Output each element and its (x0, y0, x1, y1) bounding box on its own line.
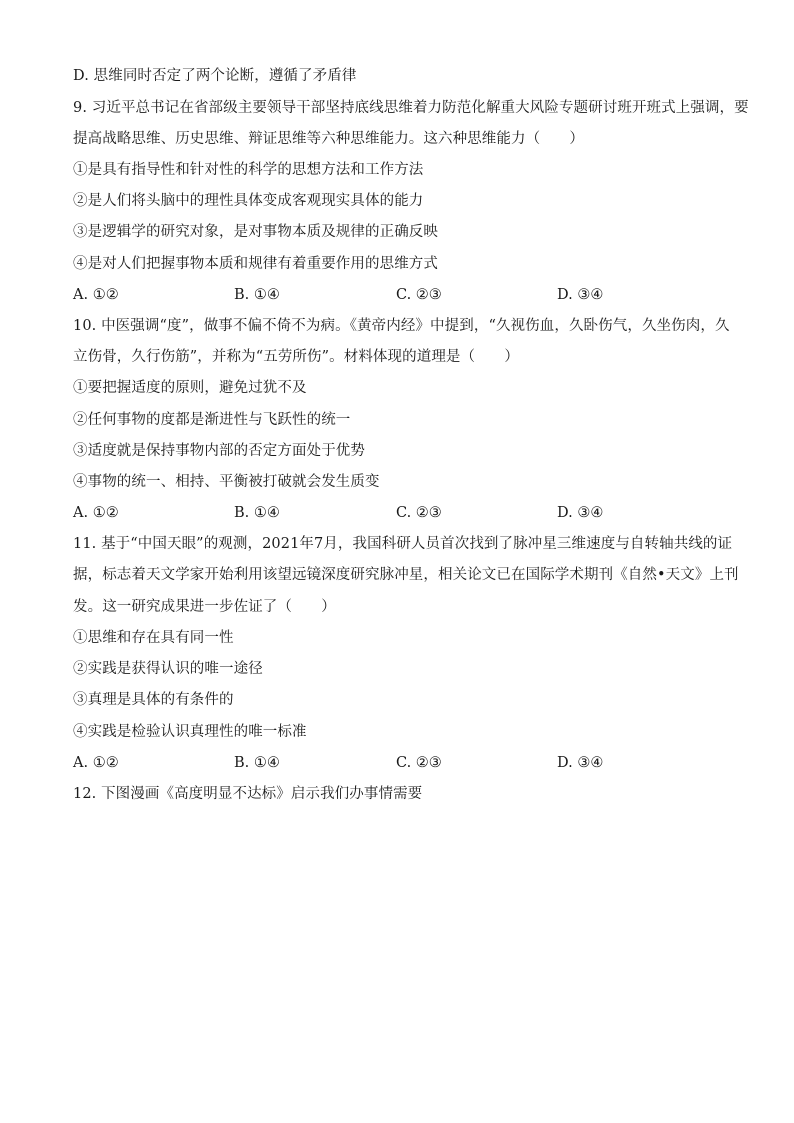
q10-item-3: ③适度就是保持事物内部的否定方面处于优势 (73, 443, 365, 459)
q10-option-a[interactable]: A. ①② (73, 505, 119, 521)
q10-option-b[interactable]: B. ①④ (234, 505, 280, 521)
q9-item-3: ③是逻辑学的研究对象，是对事物本质及规律的正确反映 (73, 224, 438, 240)
q10-option-d[interactable]: D. ③④ (557, 505, 604, 521)
q11-options (73, 753, 733, 773)
q9-options (73, 285, 733, 305)
q9-stem-line-1: 9. 习近平总书记在省部级主要领导干部坚持底线思维着力防范化解重大风险专题研讨班开班式上强调，要 (73, 100, 749, 116)
q11-item-2: ②实践是获得认识的唯一途径 (73, 661, 263, 677)
q11-item-1: ①思维和存在具有同一性 (73, 630, 234, 646)
q10-option-c[interactable]: C. ②③ (396, 505, 442, 521)
q11-item-3: ③真理是具体的有条件的 (73, 692, 234, 708)
q10-stem-line-2: 立伤骨，久行伤筋”，并称为“五劳所伤”。材料体现的道理是（ ） (73, 349, 519, 365)
q11-option-c[interactable]: C. ②③ (396, 755, 442, 771)
q9-option-c[interactable]: C. ②③ (396, 287, 442, 303)
q8-option-d: D. 思维同时否定了两个论断，遵循了矛盾律 (73, 68, 357, 84)
q10-stem-line-1: 10. 中医强调“度”，做事不偏不倚不为病。《黄帝内经》中提到，“久视伤血，久卧伤气，久坐伤肉，久 (73, 318, 730, 334)
q9-option-a[interactable]: A. ①② (73, 287, 119, 303)
q11-stem-line-2: 据，标志着天文学家开始利用该望远镜深度研究脉冲星，相关论文已在国际学术期刊《自然•天文》上刊 (73, 567, 739, 583)
q10-item-2: ②任何事物的度都是渐进性与飞跃性的统一 (73, 412, 351, 428)
q9-item-1: ①是具有指导性和针对性的科学的思想方法和工作方法 (73, 162, 424, 178)
q10-options (73, 503, 733, 523)
q11-stem-line-3: 发。这一研究成果进一步佐证了（ ） (73, 599, 336, 615)
q9-stem-line-2: 提高战略思维、历史思维、辩证思维等六种思维能力。这六种思维能力（ ） (73, 131, 584, 147)
q12-stem: 12. 下图漫画《高度明显不达标》启示我们办事情需要 (73, 786, 423, 802)
q11-stem-line-1: 11. 基于“中国天眼”的观测，2021年7月，我国科研人员首次找到了脉冲星三维速度与自转轴共线的证 (73, 536, 733, 552)
q11-item-4: ④实践是检验认识真理性的唯一标准 (73, 724, 307, 740)
q9-item-4: ④是对人们把握事物本质和规律有着重要作用的思维方式 (73, 256, 438, 272)
q11-option-d[interactable]: D. ③④ (557, 755, 604, 771)
q9-option-d[interactable]: D. ③④ (557, 287, 604, 303)
q10-item-4: ④事物的统一、相持、平衡被打破就会发生质变 (73, 474, 380, 490)
q9-option-b[interactable]: B. ①④ (234, 287, 280, 303)
q9-item-2: ②是人们将头脑中的理性具体变成客观现实具体的能力 (73, 193, 424, 209)
q11-option-a[interactable]: A. ①② (73, 755, 119, 771)
q10-item-1: ①要把握适度的原则，避免过犹不及 (73, 380, 307, 396)
q11-option-b[interactable]: B. ①④ (234, 755, 280, 771)
